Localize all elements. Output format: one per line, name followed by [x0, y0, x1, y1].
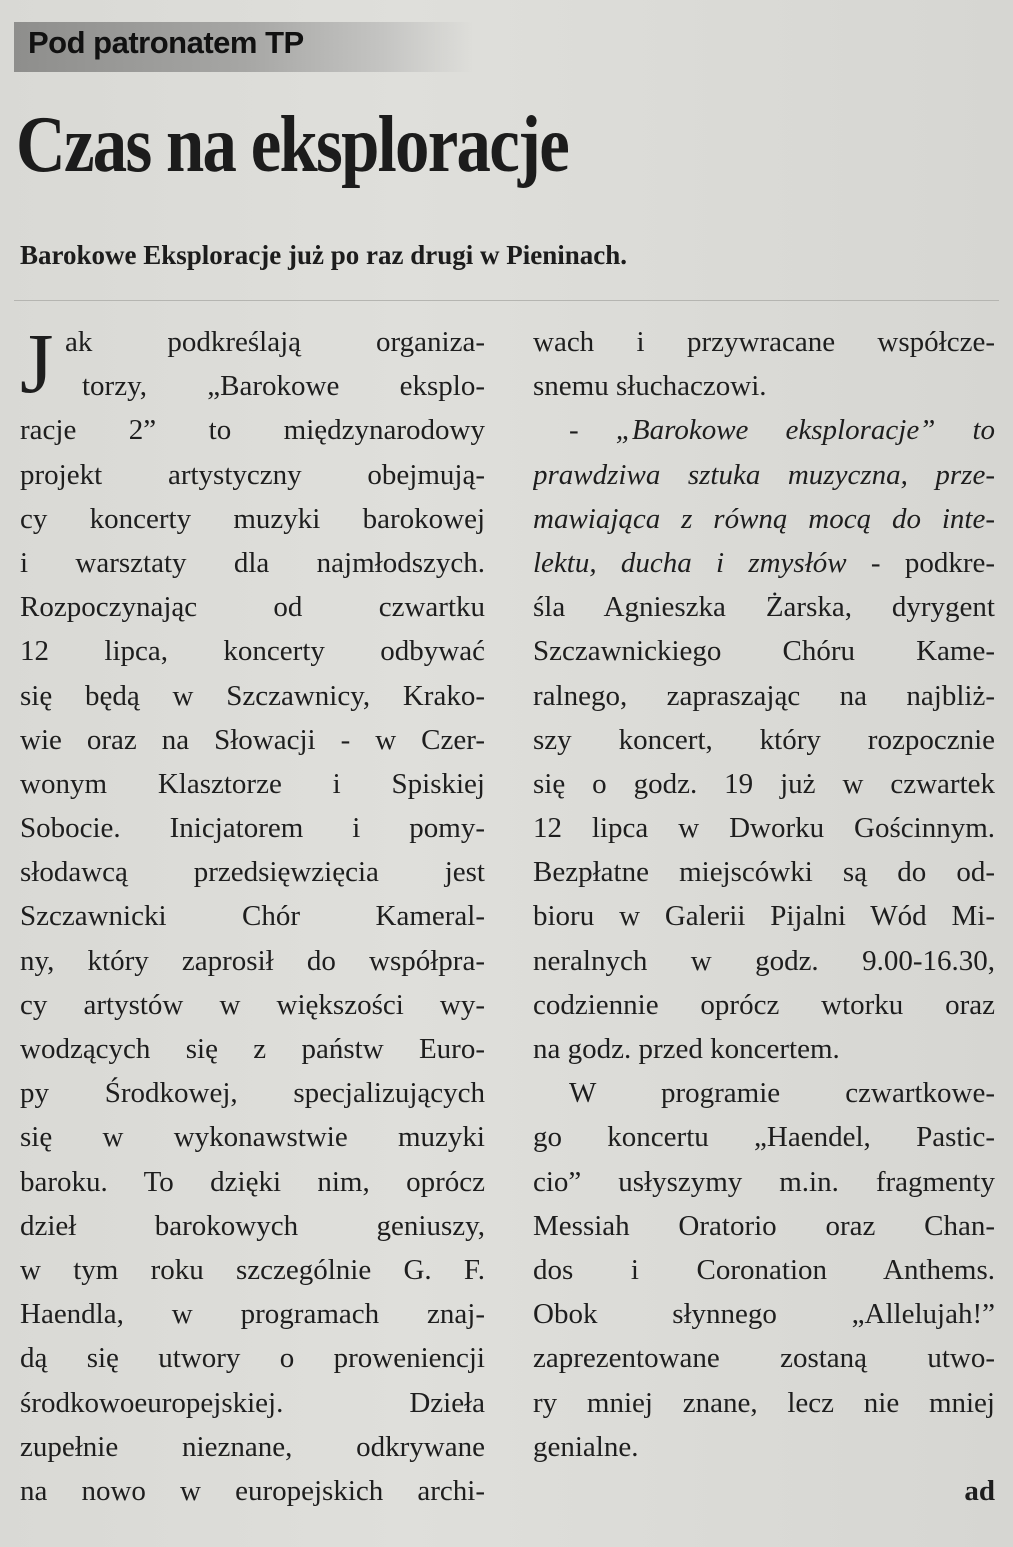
text-line: ry mniej znane, lecz nie mniej: [533, 1386, 995, 1419]
text-line: dos i Coronation Anthems.: [533, 1253, 995, 1286]
text-line: dą się utwory o proweniencji: [20, 1342, 485, 1375]
lead-paragraph: Barokowe Eksploracje już po raz drugi w Pieninach.: [20, 240, 627, 270]
text-line: Messiah Oratorio oraz Chan-: [533, 1209, 995, 1242]
text-line: 12 lipca, koncerty odbywać: [20, 635, 485, 668]
text-line: codziennie oprócz wtorku oraz: [533, 988, 995, 1021]
text-line: wie oraz na Słowacji - w Czer-: [20, 723, 485, 756]
drop-cap: J: [20, 315, 54, 411]
text-line: W programie czwartkowe-: [569, 1077, 995, 1110]
text-line: zupełnie nieznane, odkrywane: [20, 1430, 485, 1463]
text-line: wodzących się z państw Euro-: [20, 1033, 485, 1065]
divider: [14, 300, 999, 301]
quote-line: [533, 541, 995, 585]
text-line: Haendla, w programach znaj-: [20, 1298, 485, 1331]
text-line: ny, który zaprosił do współpra-: [20, 944, 485, 977]
text-line: w tym roku szczególnie G. F.: [20, 1253, 485, 1286]
quote-line: mawiająca z równą mocą do inte-: [533, 502, 995, 535]
section-label-bar: [14, 22, 474, 72]
text-line: 12 lipca w Dworku Gościnnym.: [533, 812, 995, 845]
text-line: neralnych w godz. 9.00-16.30,: [533, 944, 995, 977]
text-line: bioru w Galerii Pijalni Wód Mi-: [533, 900, 995, 933]
author-signature: ad: [964, 1474, 995, 1507]
text-line: się w wykonawstwie muzyki: [20, 1121, 485, 1154]
quote-text: „Barokowe eksploracje” to: [615, 414, 995, 447]
text-line: śla Agnieszka Żarska, dyrygent: [533, 591, 995, 624]
text-line: cy artystów w większości wy-: [20, 988, 485, 1021]
text-line: na nowo w europejskich archi-: [20, 1474, 485, 1507]
text-line: Szczawnickiego Chóru Kame-: [533, 635, 995, 668]
text-line: genialne.: [533, 1430, 639, 1463]
quote-dash: -: [569, 414, 579, 447]
text-line: go koncertu „Haendel, Pastic-: [533, 1121, 995, 1154]
text-line: snemu słuchaczowi.: [533, 370, 767, 403]
quote-text: lektu, ducha i zmysłów: [533, 546, 847, 579]
text-line: Rozpoczynając od czwartku: [20, 591, 485, 624]
text-line: dzieł barokowych geniuszy,: [20, 1209, 485, 1242]
text-line: wach i przywracane współcze-: [533, 326, 995, 358]
left-column: [20, 315, 485, 1513]
text-line: cy koncerty muzyki barokowej: [20, 502, 485, 535]
text-line: Szczawnicki Chór Kameral-: [20, 900, 485, 933]
text-line: cio” usłyszymy m.in. fragmenty: [533, 1165, 995, 1198]
text-line: szy koncert, który rozpocznie: [533, 723, 995, 756]
text-line: zaprezentowane zostaną utwo-: [533, 1342, 995, 1375]
section-label: Pod patronatem TP: [28, 25, 304, 60]
text-line: wonym Klasztorze i Spiskiej: [20, 767, 485, 800]
text-line: Sobocie. Inicjatorem i pomy-: [20, 812, 485, 845]
text-line: ak podkreślają organiza-: [65, 326, 485, 358]
text-line: projekt artystyczny obejmują-: [20, 458, 485, 491]
text-line: słodawcą przedsięwzięcia jest: [20, 856, 485, 889]
text-line: torzy, „Barokowe eksplo-: [82, 370, 485, 403]
text-line: Bezpłatne miejscówki są do od-: [533, 856, 995, 889]
text-line: Obok słynnego „Allelujah!”: [533, 1298, 995, 1331]
text-line: racje 2” to międzynarodowy: [20, 414, 485, 447]
headline: Czas na eksploracje: [16, 101, 569, 189]
quote-line: prawdziwa sztuka muzyczna, prze-: [533, 458, 995, 491]
text-line: i warsztaty dla najmłodszych.: [20, 546, 485, 579]
text-line: ralnego, zapraszając na najbliż-: [533, 679, 995, 712]
text-line: baroku. To dzięki nim, oprócz: [20, 1165, 485, 1198]
quote-attribution: - podkre-: [846, 546, 995, 579]
right-column: [533, 320, 995, 1513]
text-line: się o godz. 19 już w czwartek: [533, 767, 995, 800]
text-line: środkowoeuropejskiej. Dzieła: [20, 1386, 485, 1419]
text-line: się będą w Szczawnicy, Krako-: [20, 679, 485, 712]
quote-line: [533, 408, 995, 452]
text-line: py Środkowej, specjalizujących: [20, 1077, 485, 1110]
text-line: na godz. przed koncertem.: [533, 1033, 840, 1065]
